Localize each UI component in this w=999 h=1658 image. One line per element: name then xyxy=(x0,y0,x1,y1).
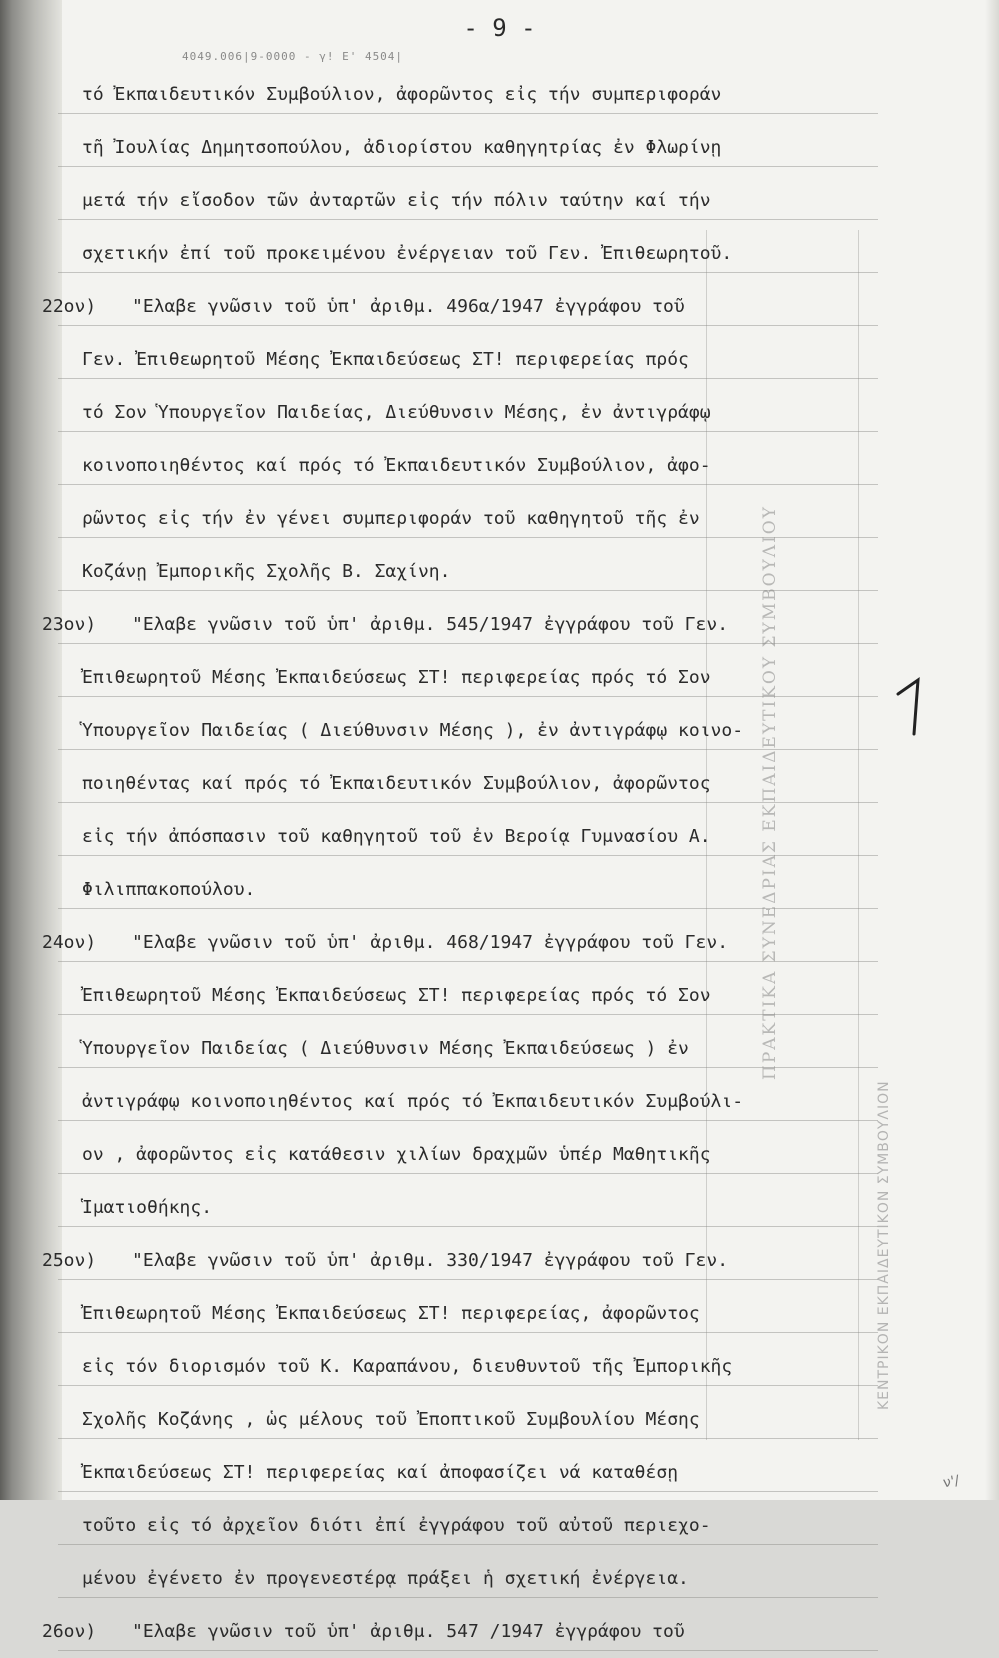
ruled-line xyxy=(58,1650,878,1651)
line-text: τό Ἐκπαιδευτικόν Συμβούλιον, ἀφορῶντος εἰς τήν συμπεριφοράν xyxy=(82,84,722,105)
item-number: 22ον) xyxy=(42,296,97,317)
line-text: Ἐπιθεωρητοῦ Μέσης Ἐκπαιδεύσεως ΣΤ! περιφερείας, ἀφορῶντος xyxy=(82,1303,700,1324)
line-text: τό Σον Ὑπουργεῖον Παιδείας, Διεύθυνσιν Μέσης, ἐν ἀντιγράφῳ xyxy=(82,402,711,423)
ruled-line xyxy=(58,272,878,273)
line-text: εἰς τόν διορισμόν τοῦ Κ. Καραπάνου, διευθυντοῦ τῆς Ἐμπορικῆς xyxy=(82,1356,733,1377)
line-text: Ὑπουργεῖον Παιδείας ( Διεύθυνσιν Μέσης Ἐκπαιδεύσεως ) ἐν xyxy=(82,1038,689,1059)
line-text: ποιηθέντας καί πρός τό Ἐκπαιδευτικόν Συμβούλιον, ἀφορῶντος xyxy=(82,773,711,794)
item-number: 24ον) xyxy=(42,932,97,953)
ruled-line xyxy=(58,219,878,220)
ruled-line xyxy=(58,1014,878,1015)
line-text: τῆ Ἰουλίας Δημητσοπούλου, ἀδιορίστου καθηγητρίας ἐν Φλωρίνῃ xyxy=(82,137,722,158)
line-text: ρῶντος εἰς τήν ἐν γένει συμπεριφοράν τοῦ καθηγητοῦ τῆς ἐν xyxy=(82,508,700,529)
line-text: Ἐπιθεωρητοῦ Μέσης Ἐκπαιδεύσεως ΣΤ! περιφερείας πρός τό Σον xyxy=(82,985,711,1006)
ruled-line xyxy=(58,1385,878,1386)
line-text: ἀντιγράφῳ κοινοποιηθέντος καί πρός τό Ἐκπαιδευτικόν Συμβούλι- xyxy=(82,1091,744,1112)
line-text: Σχολῆς Κοζάνης , ὡς μέλους τοῦ Ἐποπτικοῦ Συμβουλίου Μέσης xyxy=(82,1409,700,1430)
ruled-line xyxy=(58,378,878,379)
line-text: "Ελαβε γνῶσιν τοῦ ὑπ' ἀριθμ. 496α/1947 ἐγγράφου τοῦ xyxy=(132,296,685,317)
line-text: ον , ἀφορῶντος εἰς κατάθεσιν χιλίων δραχμῶν ὑπέρ Μαθητικῆς xyxy=(82,1144,711,1165)
ruled-line xyxy=(58,325,878,326)
ruled-line xyxy=(58,484,878,485)
document-body xyxy=(40,68,960,1658)
page-number: - 9 - xyxy=(463,14,536,42)
line-text: κοινοποιηθέντος καί πρός τό Ἐκπαιδευτικόν Συμβούλιον, ἀφο- xyxy=(82,455,711,476)
line-text: Ὑπουργεῖον Παιδείας ( Διεύθυνσιν Μέσης ), ἐν ἀντιγράφῳ κοινο- xyxy=(82,720,744,741)
side-stamp-secondary: ΚΕΝΤΡΙΚΟΝ ΕΚΠΑΙΔΕΥΤΙΚΟΝ ΣΥΜΒΟΥΛΙΟΝ xyxy=(876,1080,892,1410)
ruled-line xyxy=(58,1120,878,1121)
ruled-line xyxy=(58,1173,878,1174)
line-text: "Ελαβε γνῶσιν τοῦ ὑπ' ἀριθμ. 330/1947 ἐγγράφου τοῦ Γεν. xyxy=(132,1250,729,1271)
ruled-line xyxy=(58,590,878,591)
header-stamp: 4049.006|9-0000 - γ! Ε' 4504| xyxy=(182,50,404,63)
ruled-line xyxy=(58,696,878,697)
line-text: τοῦτο εἰς τό ἀρχεῖον διότι ἐπί ἐγγράφου τοῦ αὐτοῦ περιεχο- xyxy=(82,1515,711,1536)
ruled-line xyxy=(58,1279,878,1280)
item-number: 26ον) xyxy=(42,1621,97,1642)
item-number: 25ον) xyxy=(42,1250,97,1271)
ruled-line xyxy=(58,802,878,803)
line-text: Ἱματιοθήκης. xyxy=(82,1197,213,1218)
ruled-line xyxy=(58,643,878,644)
page-edge xyxy=(985,0,999,1500)
line-text: μένου ἐγένετο ἐν προγενεστέρᾳ πράξει ἡ σχετική ἐνέργεια. xyxy=(82,1568,689,1589)
ruled-line xyxy=(58,1067,878,1068)
line-text: σχετικήν ἐπί τοῦ προκειμένου ἐνέργειαν τοῦ Γεν. Ἐπιθεωρητοῦ. xyxy=(82,243,733,264)
handwritten-mark-icon xyxy=(892,672,932,742)
line-text: Ἐκπαιδεύσεως ΣΤ! περιφερείας καί ἀποφασίζει νά καταθέσῃ xyxy=(82,1462,679,1483)
ruled-line xyxy=(58,855,878,856)
line-text: εἰς τήν ἀπόσπασιν τοῦ καθηγητοῦ τοῦ ἐν Βεροίᾳ Γυμνασίου Α. xyxy=(82,826,711,847)
line-text: "Ελαβε γνῶσιν τοῦ ὑπ' ἀριθμ. 547 /1947 ἐγγράφου τοῦ xyxy=(132,1621,685,1642)
line-text: Γεν. Ἐπιθεωρητοῦ Μέσης Ἐκπαιδεύσεως ΣΤ! περιφερείας πρός xyxy=(82,349,689,370)
line-text: Φιλιππακοπούλου. xyxy=(82,879,256,900)
ruled-line xyxy=(58,1597,878,1598)
ruled-line xyxy=(58,166,878,167)
ruled-line xyxy=(58,1332,878,1333)
line-text: "Ελαβε γνῶσιν τοῦ ὑπ' ἀριθμ. 468/1947 ἐγγράφου τοῦ Γεν. xyxy=(132,932,729,953)
line-text: "Ελαβε γνῶσιν τοῦ ὑπ' ἀριθμ. 545/1947 ἐγγράφου τοῦ Γεν. xyxy=(132,614,729,635)
line-text: Κοζάνῃ Ἐμπορικῆς Σχολῆς Β. Σαχίνη. xyxy=(82,561,451,582)
ruled-line xyxy=(58,749,878,750)
ruled-line xyxy=(58,537,878,538)
ruled-line xyxy=(58,1544,878,1545)
line-text: μετά τήν εἴσοδον τῶν ἀνταρτῶν εἰς τήν πόλιν ταύτην καί τήν xyxy=(82,190,711,211)
side-stamp: ΠΡΑΚΤΙΚΑ ΣΥΝΕΔΡΙΑΣ ΕΚΠΑΙΔΕΥΤΙΚΟΥ ΣΥΜΒΟΥΛΙΟΥ xyxy=(760,505,780,1080)
margin-scribble: ν'/ xyxy=(941,1472,961,1492)
ruled-line xyxy=(58,431,878,432)
ruled-line xyxy=(58,1438,878,1439)
line-text: Ἐπιθεωρητοῦ Μέσης Ἐκπαιδεύσεως ΣΤ! περιφερείας πρός τό Σον xyxy=(82,667,711,688)
item-number: 23ον) xyxy=(42,614,97,635)
ruled-line xyxy=(58,1226,878,1227)
ruled-line xyxy=(58,113,878,114)
ruled-line xyxy=(58,1491,878,1492)
ruled-line xyxy=(58,908,878,909)
ruled-line xyxy=(58,961,878,962)
